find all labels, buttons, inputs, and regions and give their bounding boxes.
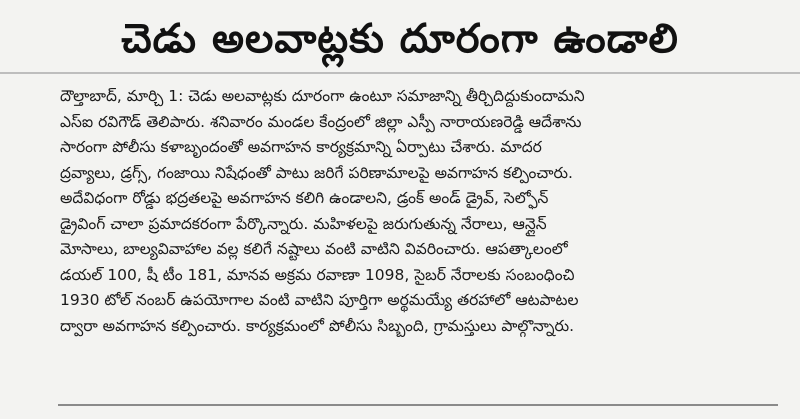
headline-divider <box>0 72 800 74</box>
body-line: దౌల్తాబాద్, మార్చి 1: చెడు అలవాట్లకు దూరంగా ఉంటూ సమాజాన్ని తీర్చిదిద్దుకుందామని <box>60 87 585 105</box>
article-body <box>60 84 776 339</box>
body-line: అదేవిధంగా రోడ్డు భద్రతలపై అవగాహన కలిగి ఉండాలని, డ్రంక్ అండ్ డ్రైవ్, సెల్ఫోన్ <box>60 189 549 207</box>
body-line: సారంగా పోలీసు కళాబృందంతో అవగాహన కార్యక్రమాన్ని ఏర్పాటు చేశారు. మాదర <box>60 138 542 156</box>
headline: చెడు అలవాట్లకు దూరంగా ఉండాలి <box>121 16 679 62</box>
bottom-divider <box>58 404 778 406</box>
body-line: మోసాలు, బాల్యవివాహాల వల్ల కలిగే నష్టాలు వంటి వాటిని వివరించారు. ఆపత్కాలంలో <box>60 240 568 258</box>
body-line: డయల్ 100, షీ టీం 181, మానవ అక్రమ రవాణా 1098, సైబర్ నేరాలకు సంబంధించి <box>60 265 575 284</box>
body-line: 1930 టోల్ నంబర్ ఉపయోగాల వంటి వాటిని పూర్తిగా అర్థమయ్యే తరహాలో ఆటపాటల <box>60 291 579 309</box>
body-line: ఎస్ఐ రవిగౌడ్ తెలిపారు. శనివారం మండల కేంద్రంలో జిల్లా ఎస్పీ నారాయణరెడ్డి ఆదేశాను <box>60 112 582 131</box>
body-line: ద్రవ్యాలు, డ్రగ్స్, గంజాయి నిషేధంతో పాటు జరిగే పరిణామాలపై అవగాహన కల్పించారు. <box>60 163 573 182</box>
body-line: ద్వారా అవగాహన కల్పించారు. కార్యక్రమంలో పోలీసు సిబ్బంది, గ్రామస్తులు పాల్గొన్నారు. <box>60 316 574 335</box>
body-line: డ్రైవింగ్ చాలా ప్రమాదకరంగా పేర్కొన్నారు. మహిళలపై జరుగుతున్న నేరాలు, ఆన్లైన్ <box>60 214 547 233</box>
